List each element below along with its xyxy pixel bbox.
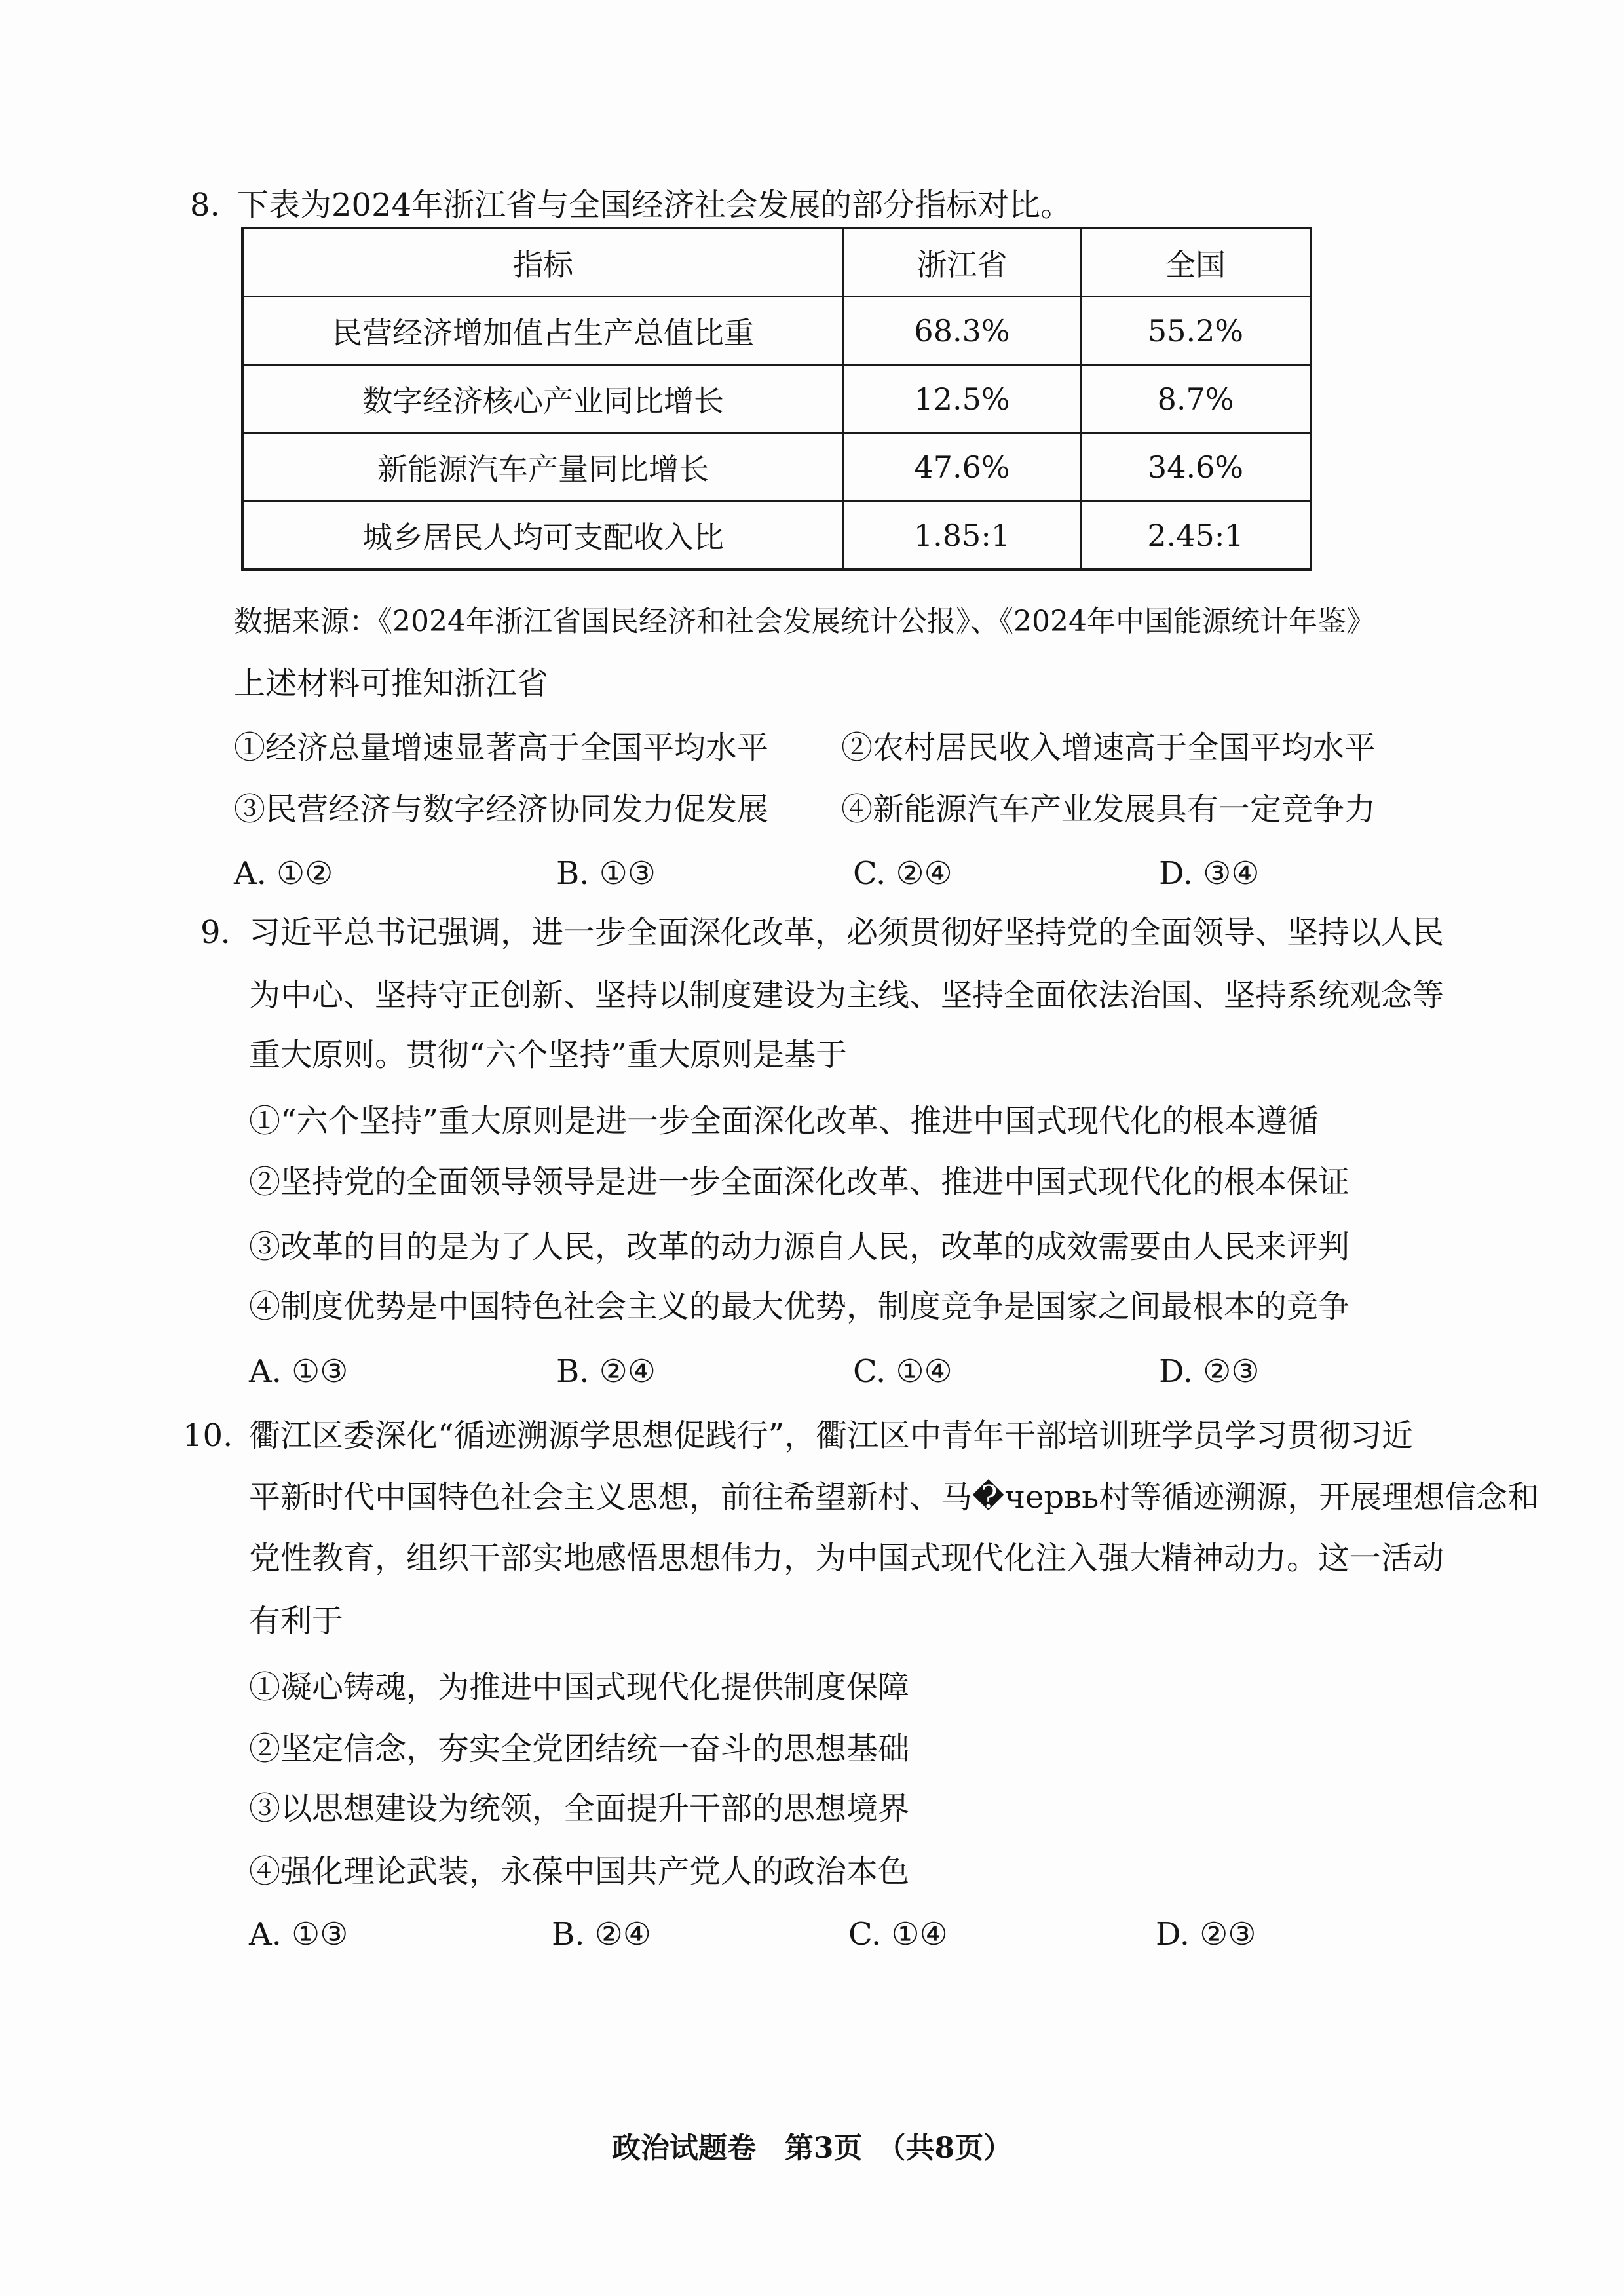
choice-d[interactable]: D. ③④ xyxy=(1159,855,1260,892)
table-cell: 数字经济核心产业同比增长 xyxy=(242,365,844,433)
choice-d[interactable]: D. ②③ xyxy=(1156,1916,1256,1953)
table-header: 全国 xyxy=(1081,228,1312,297)
question-10-number: 10. xyxy=(183,1417,233,1454)
option-2: ②农村居民收入增速高于全国平均水平 xyxy=(841,729,1376,766)
choice-a[interactable]: A. ①③ xyxy=(249,1916,349,1953)
choice-c[interactable]: C. ②④ xyxy=(853,855,953,892)
choice-b[interactable]: B. ②④ xyxy=(552,1916,651,1953)
question-10-stem-line: 衢江区委深化“循迹溯源学思想促践行”，衢江区中青年干部培训班学员学习贯彻习近 xyxy=(249,1417,1414,1454)
choice-a[interactable]: A. ①② xyxy=(234,855,333,892)
option-1: ①“六个坚持”重大原则是进一步全面深化改革、推进中国式现代化的根本遵循 xyxy=(249,1103,1319,1139)
table-header: 浙江省 xyxy=(844,228,1081,297)
choice-a[interactable]: A. ①③ xyxy=(249,1353,349,1390)
table-row xyxy=(242,365,1311,433)
table-cell: 新能源汽车产量同比增长 xyxy=(242,433,844,501)
table-row xyxy=(242,297,1311,365)
table-cell: 47.6% xyxy=(844,433,1081,501)
question-9-stem-line: 习近平总书记强调，进一步全面深化改革，必须贯彻好坚持党的全面领导、坚持以人民 xyxy=(249,914,1445,951)
option-3: ③以思想建设为统领，全面提升干部的思想境界 xyxy=(249,1790,910,1827)
table-cell: 68.3% xyxy=(844,297,1081,365)
question-8-prompt: 上述材料可推知浙江省 xyxy=(234,665,549,702)
table-cell: 34.6% xyxy=(1081,433,1312,501)
question-8-stem: 下表为2024年浙江省与全国经济社会发展的部分指标对比。 xyxy=(237,187,1072,223)
question-8-number: 8. xyxy=(190,187,220,223)
table-cell: 12.5% xyxy=(844,365,1081,433)
choice-d[interactable]: D. ②③ xyxy=(1159,1353,1260,1390)
option-2: ②坚持党的全面领导领导是进一步全面深化改革、推进中国式现代化的根本保证 xyxy=(249,1164,1350,1200)
option-1: ①经济总量增速显著高于全国平均水平 xyxy=(234,729,769,766)
choice-b[interactable]: B. ①③ xyxy=(556,855,656,892)
table-row xyxy=(242,501,1311,570)
table-cell: 民营经济增加值占生产总值比重 xyxy=(242,297,844,365)
table-cell: 8.7% xyxy=(1081,365,1312,433)
option-3: ③改革的目的是为了人民，改革的动力源自人民，改革的成效需要由人民来评判 xyxy=(249,1229,1350,1265)
table-cell: 55.2% xyxy=(1081,297,1312,365)
data-source: 数据来源：《2024年浙江省国民经济和社会发展统计公报》、《2024年中国能源统计年鉴》 xyxy=(234,605,1375,638)
table-header: 指标 xyxy=(242,228,844,297)
table-cell: 2.45:1 xyxy=(1081,501,1312,570)
question-9-stem-line: 重大原则。贯彻“六个坚持”重大原则是基于 xyxy=(249,1037,848,1073)
question-9-number: 9. xyxy=(200,914,231,951)
table-cell: 城乡居民人均可支配收入比 xyxy=(242,501,844,570)
option-3: ③民营经济与数字经济协同发力促发展 xyxy=(234,791,769,828)
table-cell: 1.85:1 xyxy=(844,501,1081,570)
question-10-stem-line: 党性教育，组织干部实地感悟思想伟力，为中国式现代化注入强大精神动力。这一活动 xyxy=(249,1540,1445,1577)
question-10-stem-line: 有利于 xyxy=(249,1603,344,1639)
indicator-comparison-table xyxy=(241,227,1312,571)
option-1: ①凝心铸魂，为推进中国式现代化提供制度保障 xyxy=(249,1669,910,1706)
choice-c[interactable]: C. ①④ xyxy=(848,1916,948,1953)
question-9-stem-line: 为中心、坚持守正创新、坚持以制度建设为主线、坚持全面依法治国、坚持系统观念等 xyxy=(249,977,1445,1014)
option-2: ②坚定信念，夯实全党团结统一奋斗的思想基础 xyxy=(249,1731,910,1767)
table-header-row xyxy=(242,228,1311,297)
table-row xyxy=(242,433,1311,501)
option-4: ④新能源汽车产业发展具有一定竞争力 xyxy=(841,791,1376,828)
question-10-stem-line: 平新时代中国特色社会主义思想，前往希望新村、马�червь村等循迹溯源，开展理想信念和 xyxy=(249,1479,1539,1516)
choice-c[interactable]: C. ①④ xyxy=(853,1353,953,1390)
page-footer: 政治试题卷 第3页 （共8页） xyxy=(611,2132,1013,2165)
option-4: ④强化理论武装，永葆中国共产党人的政治本色 xyxy=(249,1853,910,1890)
choice-b[interactable]: B. ②④ xyxy=(556,1353,656,1390)
option-4: ④制度优势是中国特色社会主义的最大优势，制度竞争是国家之间最根本的竞争 xyxy=(249,1288,1350,1325)
